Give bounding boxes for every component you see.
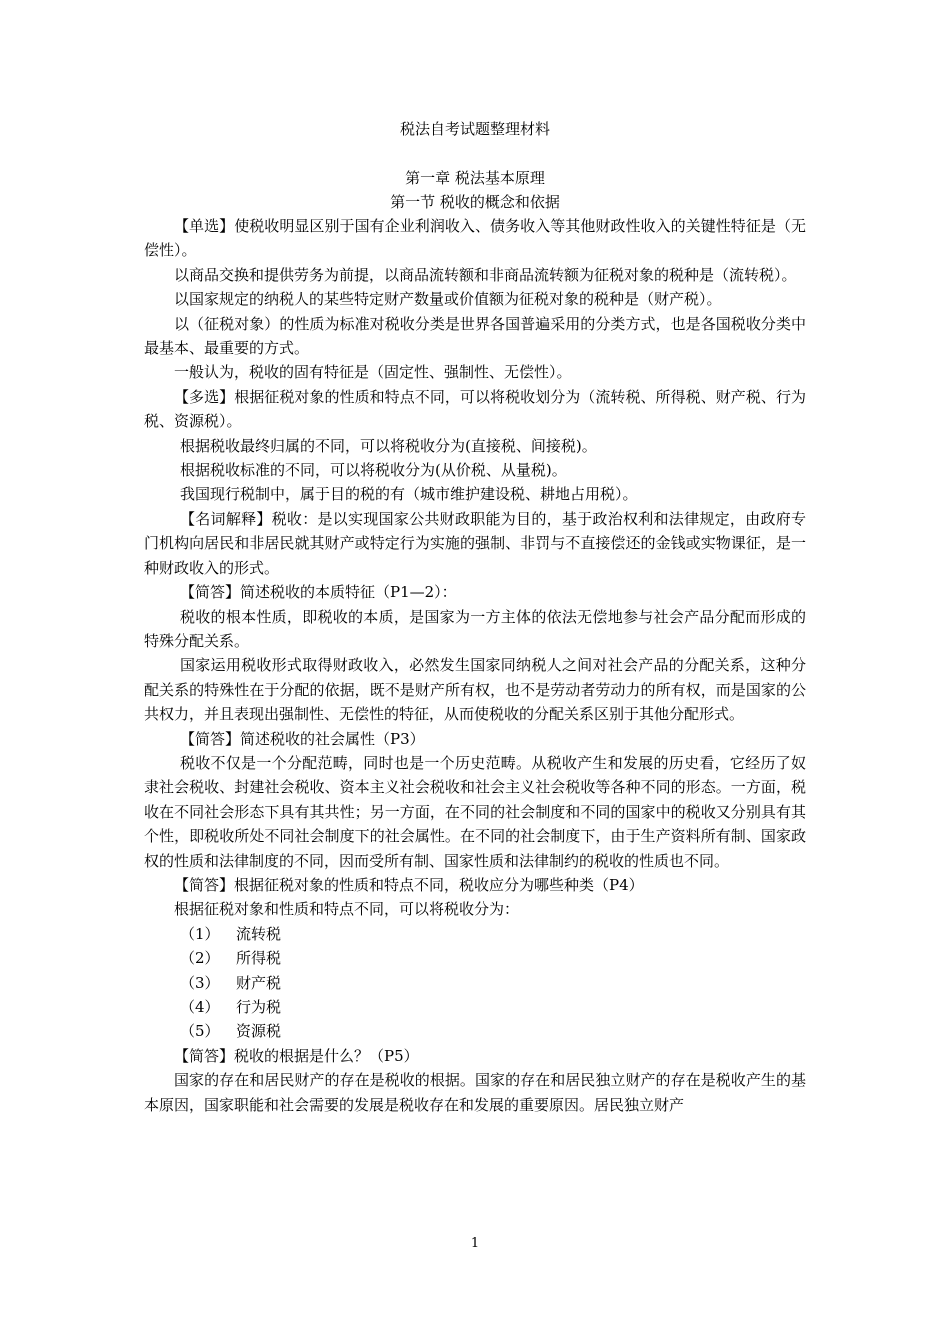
body-paragraph: 税收不仅是一个分配范畴，同时也是一个历史范畴。从税收产生和发展的历史看，它经历了奴隶社会税收、封建社会税收、资本主义社会税收和社会主义社会税收等各种不同的形态。一方面，税收在不同社会形态下具有其共性；另一方面，在不同的社会制度和不同的国家中的税收又分别具有其个性，即税收所处不同社会制度下的社会属性。在不同的社会制度下，由于生产资料所有制、国家政权的性质和法律制度的不同，因而受所有制、国家性质和法律制约的税收的性质也不同。 [144,753,806,870]
body-paragraph: 一般认为，税收的固有特征是（固定性、强制性、无偿性）。 [174,363,572,382]
section-title: 第一节 税收的概念和依据 [390,193,560,211]
chapter-title: 第一章 税法基本原理 [405,169,545,187]
tail-paragraph: 国家的存在和居民财产的存在是税收的根据。国家的存在和居民独立财产的存在是税收产生的基本原因，国家职能和社会需要的发展是税收存在和发展的重要原因。居民独立财产 [144,1071,806,1114]
body-flow [144,214,806,1117]
list-item-text: 行为税 [236,998,282,1016]
list-item [144,1019,806,1043]
list-item-text: 财产税 [236,973,282,992]
body-paragraph: 我国现行税制中，属于目的税的有（城市维护建设税、耕地占用税）。 [180,485,638,504]
list-item [144,946,806,970]
body-paragraph: 根据税收标准的不同，可以将税收分为(从价税、从量税)。 [180,461,567,480]
list-item [144,971,806,995]
document-title: 税法自考试题整理材料 [399,120,550,138]
list-item-text: 资源税 [236,1022,282,1041]
list-item [144,922,806,946]
body-paragraph: 根据征税对象和性质和特点不同，可以将税收分为： [174,900,520,919]
list-item-text: 流转税 [236,924,282,943]
list-item-number: （4） [180,998,220,1016]
list-item-number: （5） [180,1022,220,1041]
body-paragraph: 以国家规定的纳税人的某些特定财产数量或价值额为征税对象的税种是（财产税）。 [174,290,722,309]
body-paragraph: 【多选】根据征税对象的性质和特点不同，可以将税收划分为（流转税、所得税、财产税、行为税、资源税）。 [144,387,806,431]
list-item-text: 所得税 [236,949,282,968]
list-item-number: （2） [180,949,220,968]
list-item-number: （1） [180,924,220,943]
body-paragraph: 【简答】根据征税对象的性质和特点不同，税收应分为哪些种类（P4） [174,875,644,894]
body-paragraph: 根据税收最终归属的不同，可以将税收分为(直接税、间接税)。 [180,436,597,455]
tail-paragraph: 【简答】税收的根据是什么？（P5） [174,1046,419,1065]
list-item [144,995,806,1019]
body-paragraph: 国家运用税收形式取得财政收入，必然发生国家同纳税人之间对社会产品的分配关系，这种分配关系的特殊性在于分配的依据，既不是财产所有权，也不是劳动者劳动力的所有权，而是国家的公共权力，并且表现出强制性、无偿性的特征，从而使税收的分配关系区别于其他分配形式。 [144,656,806,724]
body-paragraph: 税收的根本性质，即税收的本质，是国家为一方主体的依法无偿地参与社会产品分配而形成的特殊分配关系。 [144,607,806,650]
body-paragraph: 【单选】使税收明显区别于国有企业利润收入、债务收入等其他财政性收入的关键性特征是（无偿性）。 [144,217,806,260]
body-paragraph: 【简答】简述税收的本质特征（P1—2）： [180,583,457,602]
body-paragraph: 【简答】简述税收的社会属性（P3） [180,729,425,748]
body-paragraph: 以商品交换和提供劳务为前提，以商品流转额和非商品流转额为征税对象的税种是（流转税）。 [174,265,797,284]
page-number: 1 [470,1236,480,1251]
body-paragraph: 以（征税对象）的性质为标准对税收分类是世界各国普遍采用的分类方式，也是各国税收分类中最基本、最重要的方式。 [144,314,806,358]
body-paragraph: 【名词解释】税收：是以实现国家公共财政职能为目的，基于政治权利和法律规定，由政府专门机构向居民和非居民就其财产或特定行为实施的强制、非罚与不直接偿还的金钱或实物课征，是一种财政收入的形式。 [144,509,806,577]
list-item-number: （3） [180,973,220,992]
